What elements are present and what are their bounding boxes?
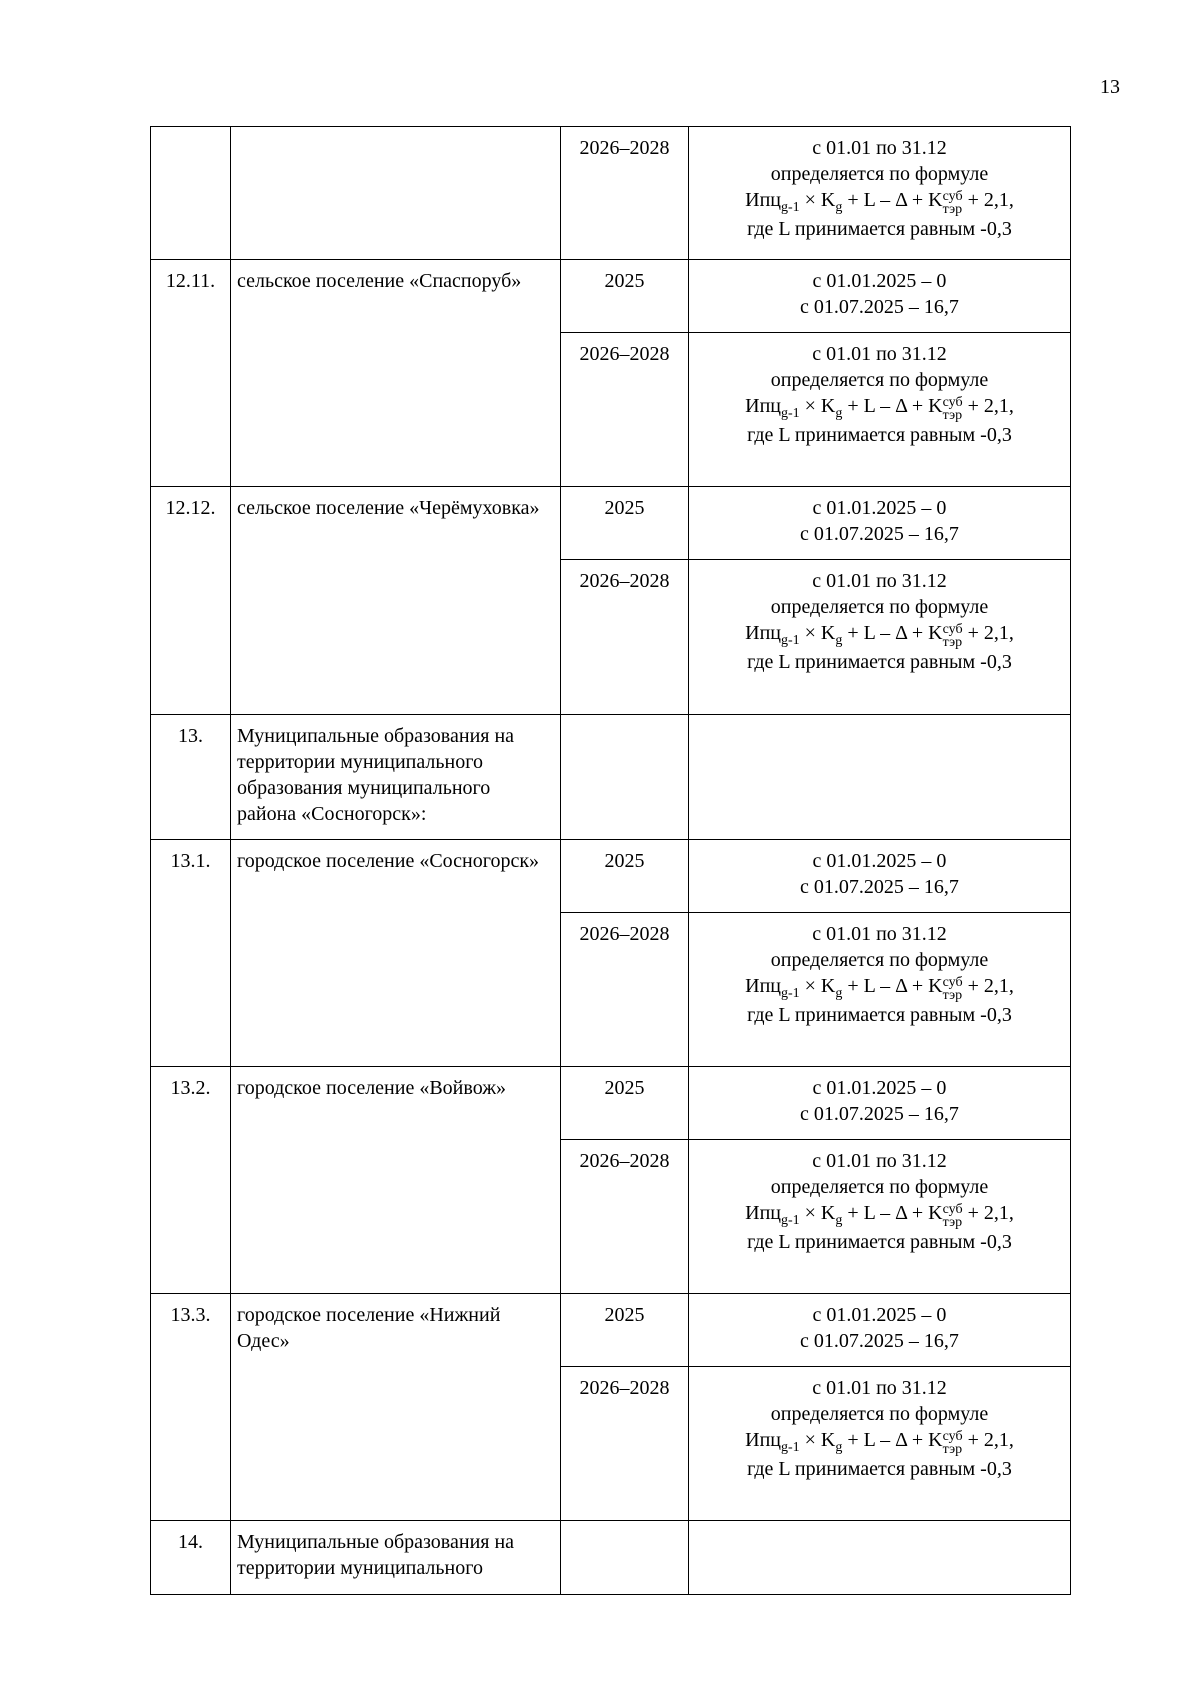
split-value-1: с 01.01.2025 – 0	[812, 497, 947, 519]
row-period: 2026–2028	[561, 1367, 689, 1521]
row-period: 2026–2028	[561, 127, 689, 260]
row-number: 13.1.	[151, 840, 231, 1067]
row-period-empty	[561, 715, 689, 840]
row-period: 2025	[561, 260, 689, 333]
formula-times-k: × K	[799, 622, 836, 644]
formula-k-sub: тэр	[942, 202, 963, 217]
split-value-1: с 01.01.2025 – 0	[812, 270, 947, 292]
split-value-2: с 01.07.2025 – 16,7	[800, 876, 959, 898]
row-name: сельское поселение «Спаспоруб»	[231, 260, 561, 487]
formula-expression	[695, 187, 1064, 216]
formula-cell	[689, 127, 1071, 260]
formula-expression	[695, 1200, 1064, 1229]
formula-tail: + 2,1,	[962, 622, 1014, 644]
split-cell	[689, 1294, 1071, 1367]
formula-ipc-sub: g-1	[780, 406, 800, 421]
split-value-2: с 01.07.2025 – 16,7	[800, 1103, 959, 1125]
formula-tail: + 2,1,	[962, 1429, 1014, 1451]
formula-note: где L принимается равным -0,3	[747, 651, 1012, 673]
formula-period: с 01.01 по 31.12	[812, 1150, 947, 1172]
row-number: 13.3.	[151, 1294, 231, 1521]
formula-caption: определяется по формуле	[770, 369, 989, 391]
formula-middle: + L – Δ + K	[842, 975, 943, 997]
formula-period: с 01.01 по 31.12	[812, 137, 947, 159]
row-name: городское поселение «Нижний Одес»	[231, 1294, 561, 1521]
row-period: 2025	[561, 487, 689, 560]
formula-k-indices	[943, 976, 963, 1002]
formula-times-k: × K	[799, 395, 836, 417]
formula-kg-sub: g	[835, 633, 843, 648]
formula-note: где L принимается равным -0,3	[747, 424, 1012, 446]
formula-ipc-sub: g-1	[780, 200, 800, 215]
split-cell	[689, 260, 1071, 333]
formula-k-sub: тэр	[942, 988, 963, 1003]
value-empty	[689, 1521, 1071, 1595]
formula-k-indices	[943, 623, 963, 649]
formula-ipc: Ипц	[745, 189, 781, 211]
split-value-2: с 01.07.2025 – 16,7	[800, 296, 959, 318]
formula-k-sup: суб	[942, 1429, 963, 1444]
formula-ipc-sub: g-1	[780, 1213, 800, 1228]
row-number: 12.11.	[151, 260, 231, 487]
row-period: 2026–2028	[561, 913, 689, 1067]
table-row	[151, 1067, 1071, 1140]
table-row	[151, 260, 1071, 333]
formula-kg-sub: g	[835, 1213, 843, 1228]
formula-expression	[695, 973, 1064, 1002]
formula-cell	[689, 333, 1071, 487]
formula-note: где L принимается равным -0,3	[747, 1004, 1012, 1026]
row-number: 14.	[151, 1521, 231, 1595]
formula-ipc-sub: g-1	[780, 633, 800, 648]
formula-kg-sub: g	[835, 406, 843, 421]
formula-note: где L принимается равным -0,3	[747, 218, 1012, 240]
formula-caption: определяется по формуле	[770, 1176, 989, 1198]
page-number: 13	[1100, 76, 1120, 98]
formula-caption: определяется по формуле	[770, 596, 989, 618]
split-cell	[689, 1067, 1071, 1140]
formula-caption: определяется по формуле	[770, 949, 989, 971]
formula-k-sup: суб	[942, 622, 963, 637]
formula-k-indices	[943, 1430, 963, 1456]
split-value-1: с 01.01.2025 – 0	[812, 850, 947, 872]
formula-tail: + 2,1,	[962, 395, 1014, 417]
formula-times-k: × K	[799, 975, 836, 997]
formula-tail: + 2,1,	[962, 1202, 1014, 1224]
row-number: 12.12.	[151, 487, 231, 715]
formula-expression	[695, 1427, 1064, 1456]
formula-middle: + L – Δ + K	[842, 395, 943, 417]
row-name: Муниципальные образования на территории муниципального образования муниципального района «Сосногорск»:	[231, 715, 561, 840]
formula-k-sup: суб	[942, 975, 963, 990]
formula-k-sup: суб	[942, 189, 963, 204]
formula-ipc: Ипц	[745, 395, 781, 417]
formula-period: с 01.01 по 31.12	[812, 923, 947, 945]
split-value-2: с 01.07.2025 – 16,7	[800, 1330, 959, 1352]
formula-middle: + L – Δ + K	[842, 189, 943, 211]
row-name: городское поселение «Войвож»	[231, 1067, 561, 1294]
table-row	[151, 487, 1071, 560]
row-period: 2025	[561, 1294, 689, 1367]
split-value-1: с 01.01.2025 – 0	[812, 1304, 947, 1326]
formula-expression	[695, 393, 1064, 422]
formula-kg-sub: g	[835, 1440, 843, 1455]
split-cell	[689, 487, 1071, 560]
formula-tail: + 2,1,	[962, 189, 1014, 211]
formula-note: где L принимается равным -0,3	[747, 1231, 1012, 1253]
formula-k-indices	[943, 1203, 963, 1229]
table-row	[151, 715, 1071, 840]
formula-note: где L принимается равным -0,3	[747, 1458, 1012, 1480]
formula-k-sub: тэр	[942, 635, 963, 650]
row-name: сельское поселение «Черёмуховка»	[231, 487, 561, 715]
formula-k-indices	[943, 190, 963, 216]
formula-times-k: × K	[799, 1202, 836, 1224]
table-row	[151, 127, 1071, 260]
formula-tail: + 2,1,	[962, 975, 1014, 997]
formula-ipc: Ипц	[745, 975, 781, 997]
formula-k-sup: суб	[942, 1202, 963, 1217]
formula-middle: + L – Δ + K	[842, 1429, 943, 1451]
tariff-table	[150, 126, 1071, 1595]
formula-cell	[689, 913, 1071, 1067]
row-period: 2026–2028	[561, 333, 689, 487]
split-value-2: с 01.07.2025 – 16,7	[800, 523, 959, 545]
formula-k-indices	[943, 396, 963, 422]
formula-k-sup: суб	[942, 395, 963, 410]
formula-caption: определяется по формуле	[770, 163, 989, 185]
formula-cell	[689, 1367, 1071, 1521]
value-empty	[689, 715, 1071, 840]
row-name: Муниципальные образования на территории муниципального	[231, 1521, 561, 1595]
formula-period: с 01.01 по 31.12	[812, 343, 947, 365]
row-period-empty	[561, 1521, 689, 1595]
row-period: 2026–2028	[561, 1140, 689, 1294]
formula-times-k: × K	[799, 1429, 836, 1451]
formula-ipc-sub: g-1	[780, 986, 800, 1001]
row-number: 13.	[151, 715, 231, 840]
formula-middle: + L – Δ + K	[842, 622, 943, 644]
formula-ipc: Ипц	[745, 1429, 781, 1451]
formula-k-sub: тэр	[942, 1442, 963, 1457]
formula-ipc-sub: g-1	[780, 1440, 800, 1455]
split-cell	[689, 840, 1071, 913]
formula-ipc: Ипц	[745, 622, 781, 644]
table-row	[151, 1294, 1071, 1367]
formula-ipc: Ипц	[745, 1202, 781, 1224]
formula-times-k: × K	[799, 189, 836, 211]
formula-period: с 01.01 по 31.12	[812, 570, 947, 592]
row-name	[231, 127, 561, 260]
row-number: 13.2.	[151, 1067, 231, 1294]
formula-period: с 01.01 по 31.12	[812, 1377, 947, 1399]
formula-k-sub: тэр	[942, 1215, 963, 1230]
table-row	[151, 1521, 1071, 1595]
table-row	[151, 840, 1071, 913]
row-number	[151, 127, 231, 260]
formula-kg-sub: g	[835, 200, 843, 215]
row-period: 2026–2028	[561, 560, 689, 715]
formula-middle: + L – Δ + K	[842, 1202, 943, 1224]
formula-cell	[689, 1140, 1071, 1294]
row-period: 2025	[561, 840, 689, 913]
formula-caption: определяется по формуле	[770, 1403, 989, 1425]
row-period: 2025	[561, 1067, 689, 1140]
formula-k-sub: тэр	[942, 408, 963, 423]
formula-kg-sub: g	[835, 986, 843, 1001]
row-name: городское поселение «Сосногорск»	[231, 840, 561, 1067]
formula-expression	[695, 620, 1064, 649]
split-value-1: с 01.01.2025 – 0	[812, 1077, 947, 1099]
formula-cell	[689, 560, 1071, 715]
